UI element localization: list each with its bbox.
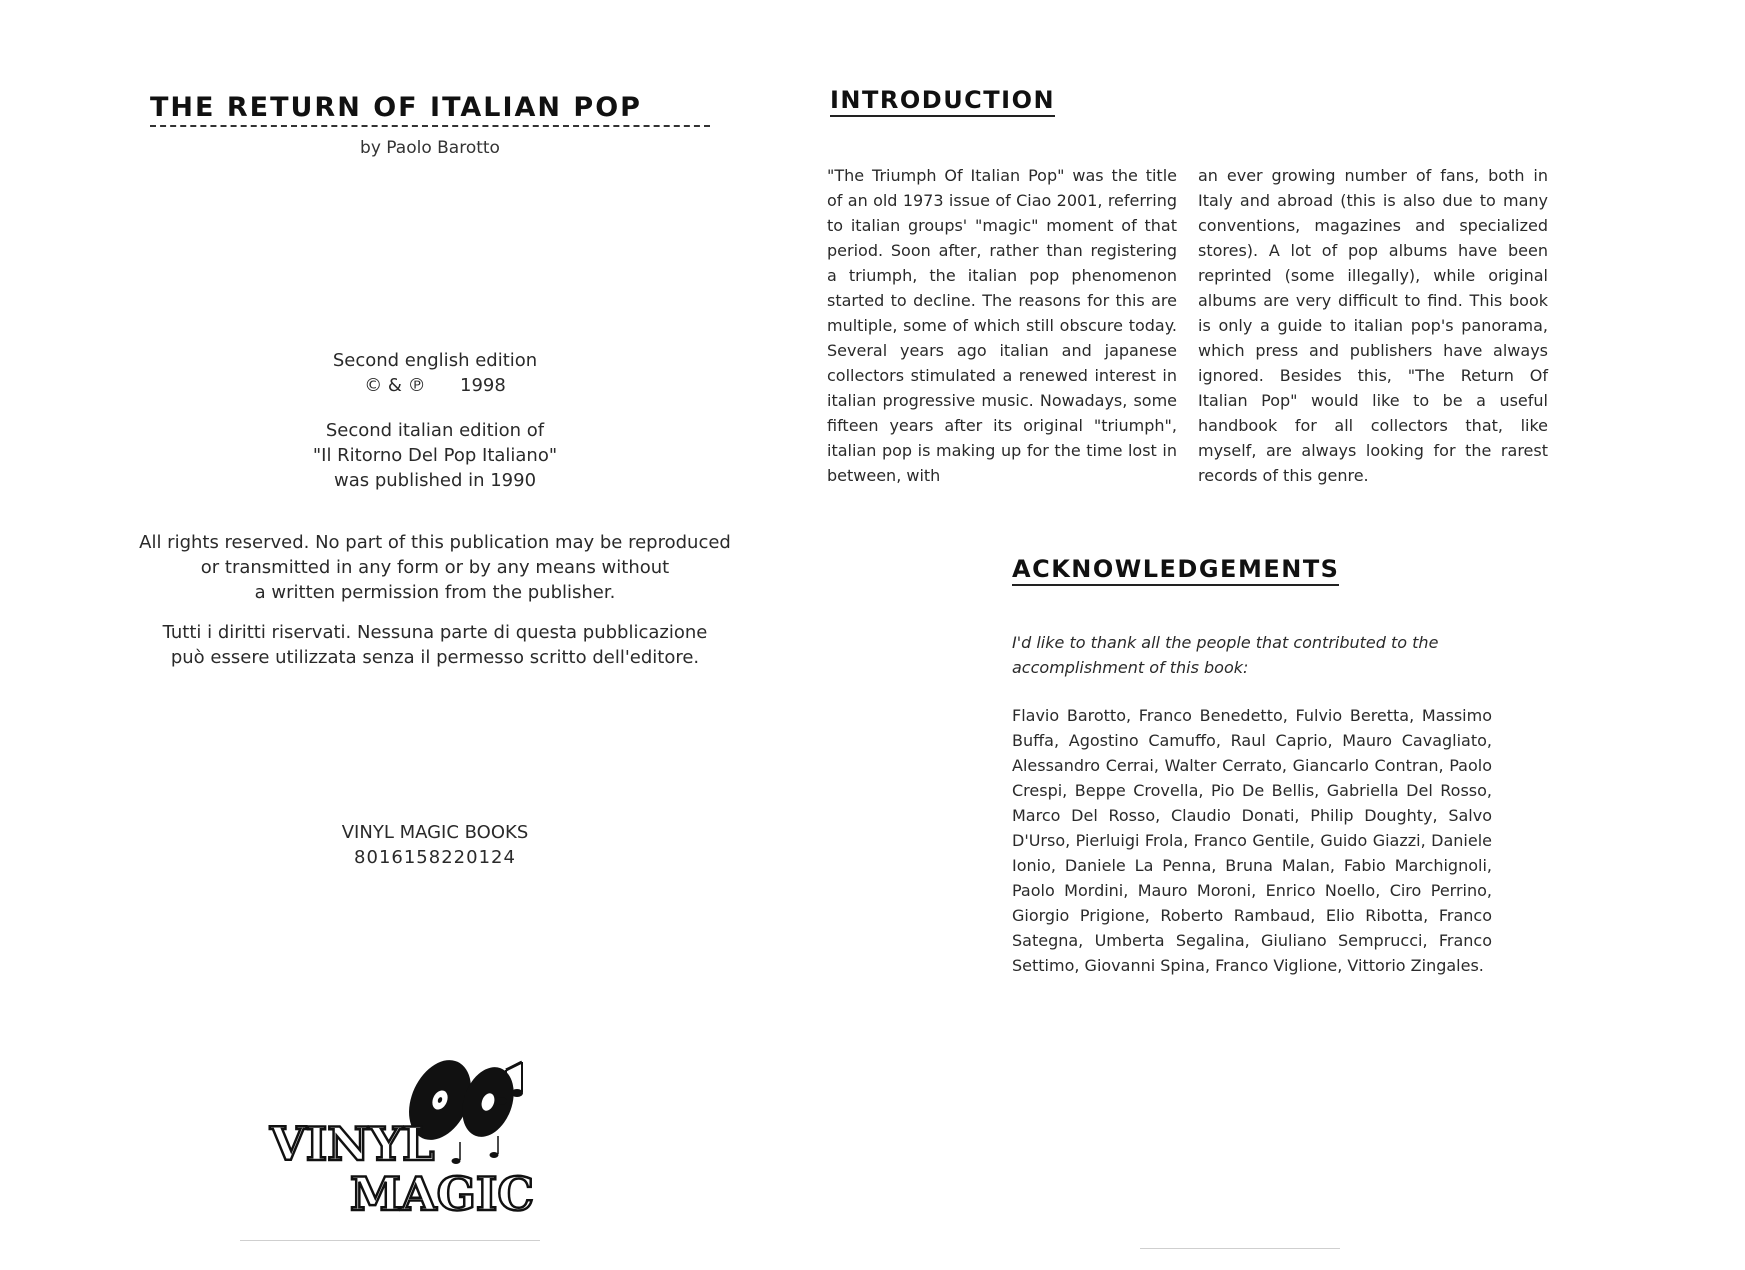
divider [240, 1240, 540, 1241]
italian-edition-line: "Il Ritorno Del Pop Italiano" [312, 445, 558, 466]
rights-line: a written permission from the publisher. [254, 582, 616, 603]
rights-english [110, 530, 760, 605]
publisher-name: VINYL MAGIC BOOKS [341, 822, 529, 843]
byline: by Paolo Barotto [360, 138, 500, 158]
rights-italian [110, 620, 760, 670]
rights-line: All rights reserved. No part of this publication may be reproduced [139, 532, 731, 553]
introduction-heading: INTRODUCTION [830, 86, 1055, 117]
vinyl-records-logo-icon [270, 1060, 610, 1230]
italian-edition-line: was published in 1990 [333, 470, 537, 491]
publisher-block [110, 820, 760, 870]
book-title: THE RETURN OF ITALIAN POP [150, 92, 710, 127]
rights-line: or transmitted in any form or by any means without [200, 557, 670, 578]
italian-edition-line: Second italian edition of [325, 420, 545, 441]
copyright-line: © & ℗ 1998 [364, 375, 506, 396]
acknowledgements-heading: ACKNOWLEDGEMENTS [1012, 555, 1339, 586]
acknowledgements-lead: I'd like to thank all the people that contributed to the accomplishment of this book: [1012, 633, 1439, 677]
logo-word-vinyl: VINYL [270, 1117, 435, 1171]
acknowledgements-names: Flavio Barotto, Franco Benedetto, Fulvio Beretta, Massimo Buffa, Agostino Camuffo, Raul Caprio, Mauro Cavagliato, Alessandro Cerrai, Walter Cerrato, Giancarlo Contran, Paolo Crespi, Beppe Crovella, Pio De Bellis, Gabriella Del Rosso, Marco Del Rosso, Claudio Donati, Philip Doughty, Salvo D'Urso, Pierluigi Frola, Franco Gentile, Guido Giazzi, Daniele Ionio, Daniele La Penna, Bruna Malan, Fabio Marchignoli, Paolo Mordini, Mauro Moroni, Enrico Noello, Ciro Perrino, Giorgio Prigione, Roberto Rambaud, Elio Ribotta, Franco Sategna, Umberta Segalina, Giuliano Semprucci, Franco Settimo, Giovanni Spina, Franco Viglione, Vittorio Zingales. [1012, 706, 1492, 975]
vinyl-magic-logo [270, 1060, 610, 1230]
edition-block [110, 348, 760, 398]
publisher-code: 8016158220124 [354, 847, 516, 868]
left-page [0, 0, 872, 1270]
logo-word-magic: MAGIC [350, 1167, 535, 1221]
italian-edition-block [110, 418, 760, 493]
introduction-column-1: "The Triumph Of Italian Pop" was the title of an old 1973 issue of Ciao 2001, referring to italian groups' "magic" moment of that period. Soon after, rather than registering a triumph, the italian pop phenomenon started to decline. The reasons for this are multiple, some of which still obscure today. Several years ago italian and japanese collectors stimulated a renewed interest in italian progressive music. Nowadays, some fifteen years after its original "triumph", italian pop is making up for the time lost in between, with [827, 166, 1177, 485]
divider [1140, 1248, 1340, 1249]
edition-line: Second english edition [332, 350, 538, 371]
rights-line: Tutti i diritti riservati. Nessuna parte di questa pubblicazione [162, 622, 708, 643]
rights-line: può essere utilizzata senza il permesso scritto dell'editore. [170, 647, 700, 668]
introduction-column-2: an ever growing number of fans, both in Italy and abroad (this is also due to many conventions, magazines and specialized stores). A lot of pop albums have been reprinted (some illegally), while original albums are very difficult to find. This book is only a guide to italian pop's panorama, which press and publishers have always ignored. Besides this, "The Return Of Italian Pop" would like to be a useful handbook for all collectors that, like myself, are always looking for the rarest records of this genre. [1198, 166, 1548, 485]
